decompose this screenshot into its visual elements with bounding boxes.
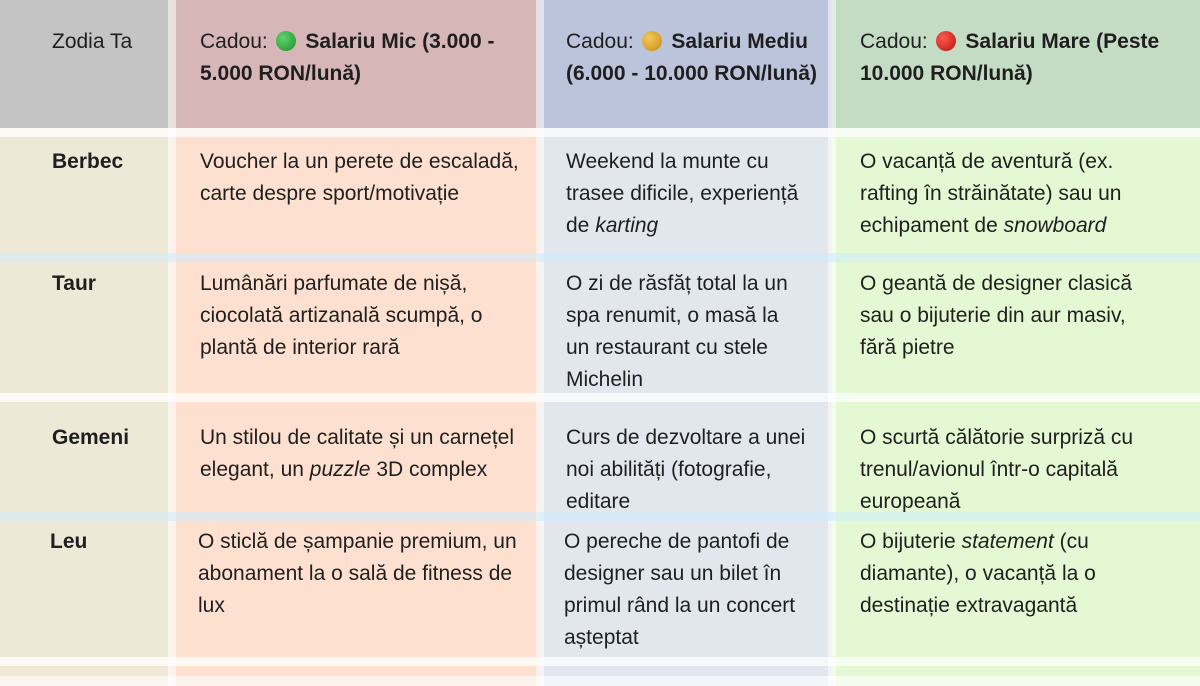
column-divider [536, 0, 544, 686]
header-small-salary: Cadou: Salariu Mic (3.000 - 5.000 RON/lună) [200, 30, 495, 85]
row-divider [0, 253, 1200, 262]
bottom-edge [0, 676, 1200, 686]
red-dot-icon [936, 31, 956, 51]
row-divider [0, 128, 1200, 137]
row-divider [0, 657, 1200, 666]
gift-medium: Curs de dezvoltare a unei noi abilități (fotografie, editare [566, 426, 806, 512]
header-medium-salary: Cadou: Salariu Mediu (6.000 - 10.000 RON/lună) [566, 30, 817, 85]
yellow-dot-icon [642, 31, 662, 51]
green-dot-icon [276, 31, 296, 51]
gift-small: Lumânări parfumate de nișă, ciocolată artizanală scumpă, o plantă de interior rară [200, 272, 483, 359]
column-divider [168, 0, 176, 686]
gift-small: O sticlă de șampanie premium, un abonament la o sală de fitness de lux [198, 530, 517, 617]
gift-large: O geantă de designer clasică sau o bijuterie din aur masiv, fără pietre [860, 272, 1133, 359]
gift-medium: Weekend la munte cu trasee dificile, experiență de karting [566, 150, 799, 237]
header-cell-bg [0, 0, 172, 128]
column-divider [828, 0, 836, 686]
gift-small: Un stilou de calitate și un carnețel elegant, un puzzle 3D complex [200, 426, 515, 481]
row-divider [0, 512, 1200, 521]
zodiac-sign: Gemeni [52, 426, 130, 449]
gift-large: O scurtă călătorie surpriză cu trenul/avionul într-o capitală europeană [860, 426, 1134, 512]
zodiac-sign: Leu [50, 530, 88, 553]
gift-large: O bijuterie statement (cu diamante), o vacanță la o destinație extravagantă [860, 530, 1096, 617]
gift-medium: O pereche de pantofi de designer sau un bilet în primul rând la un concert așteptat [564, 530, 796, 649]
zodiac-sign: Berbec [52, 150, 124, 173]
gift-small: Voucher la un perete de escaladă, carte despre sport/motivație [200, 150, 519, 205]
header-zodiac: Zodia Ta [52, 30, 133, 53]
header-large-salary: Cadou: Salariu Mare (Peste 10.000 RON/lună) [860, 30, 1160, 85]
gift-medium: O zi de răsfăț total la un spa renumit, o masă la un restaurant cu stele Michelin [566, 272, 788, 391]
zodiac-sign: Taur [52, 272, 96, 295]
gift-large: O vacanță de aventură (ex. rafting în străinătate) sau un echipament de snowboard [860, 150, 1122, 237]
